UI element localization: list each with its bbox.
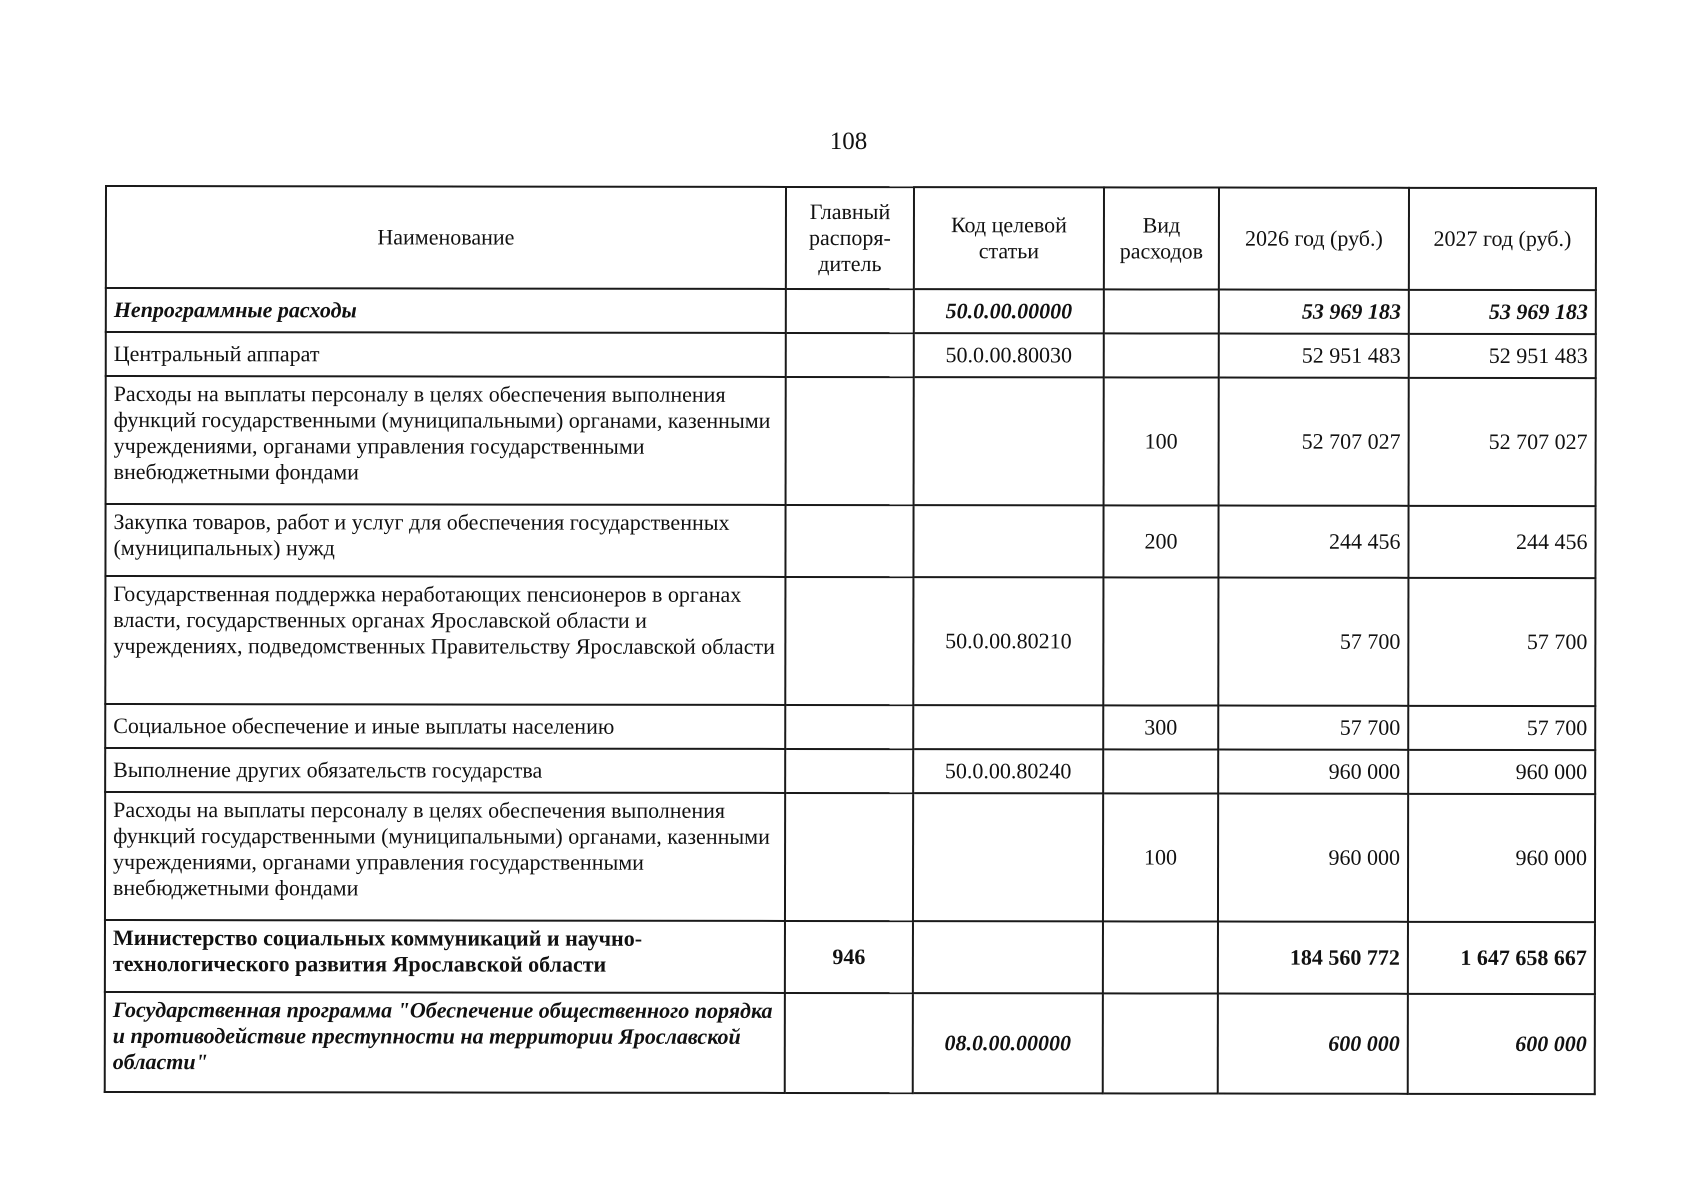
table-row (105, 504, 1595, 578)
row-name: Закупка товаров, работ и услуг для обеспечения государственных (муниципальных) нужд (105, 504, 785, 577)
table-row (105, 576, 1595, 706)
row-manager (786, 289, 914, 333)
header-manager: Главный распоря-дитель (786, 187, 914, 289)
row-manager (785, 705, 913, 749)
row-expense-type (1103, 993, 1218, 1093)
row-manager (786, 333, 914, 377)
row-amount-2026: 184 560 772 (1218, 922, 1408, 994)
table-row (105, 704, 1595, 750)
table-row (106, 376, 1596, 506)
table-row (106, 332, 1596, 378)
row-expense-type (1103, 749, 1218, 793)
row-name: Социальное обеспечение и иные выплаты населению (105, 704, 785, 749)
row-amount-2027: 1 647 658 667 (1408, 922, 1595, 994)
row-expense-type: 100 (1104, 377, 1219, 505)
row-amount-2027: 960 000 (1408, 750, 1595, 794)
table-row (105, 792, 1595, 922)
row-amount-2026: 600 000 (1218, 994, 1408, 1094)
row-amount-2027: 244 456 (1408, 506, 1595, 578)
budget-table (104, 185, 1597, 1095)
row-name: Расходы на выплаты персоналу в целях обеспечения выполнения функций государственными (муниципальными) органами, казенными учреждениями, органами управления государственными внебюджетными фондами (105, 792, 785, 921)
page-number: 108 (829, 128, 868, 155)
row-target-code (913, 793, 1103, 921)
row-name: Министерство социальных коммуникаций и научно-технологического развития Ярославской области (105, 920, 785, 993)
row-amount-2027: 960 000 (1408, 794, 1595, 922)
row-name: Государственная поддержка неработающих пенсионеров в органах власти, государственных органах Ярославской области и учреждениях, подведомственных Правительству Ярославской области (105, 576, 785, 705)
header-year-2026: 2026 год (руб.) (1219, 188, 1409, 290)
table-row (105, 992, 1595, 1094)
row-amount-2026: 960 000 (1218, 750, 1408, 794)
header-name: Наименование (106, 186, 786, 289)
row-expense-type (1103, 577, 1218, 705)
row-manager (785, 793, 913, 921)
row-manager (785, 505, 913, 577)
row-amount-2027: 53 969 183 (1409, 290, 1596, 334)
row-amount-2026: 244 456 (1218, 506, 1408, 578)
row-amount-2026: 52 707 027 (1219, 378, 1409, 506)
row-amount-2027: 52 951 483 (1409, 334, 1596, 378)
table-row (106, 288, 1596, 334)
row-amount-2027: 600 000 (1408, 994, 1595, 1094)
row-amount-2027: 57 700 (1408, 706, 1595, 750)
row-amount-2026: 57 700 (1218, 578, 1408, 706)
header-target-code: Код целевой статьи (914, 187, 1104, 289)
row-target-code: 08.0.00.00000 (913, 993, 1103, 1093)
row-expense-type: 200 (1103, 505, 1218, 577)
header-year-2027: 2027 год (руб.) (1409, 188, 1596, 290)
row-target-code: 50.0.00.80030 (914, 333, 1104, 377)
row-name: Центральный аппарат (106, 332, 786, 377)
row-expense-type (1104, 289, 1219, 333)
table-header-row (106, 186, 1596, 290)
table-row (105, 920, 1595, 994)
row-manager (785, 749, 913, 793)
row-amount-2026: 960 000 (1218, 794, 1408, 922)
row-target-code: 50.0.00.80210 (913, 577, 1103, 705)
row-name: Государственная программа "Обеспечение общественного порядка и противодействие преступности на территории Ярославской области" (105, 992, 785, 1093)
row-manager: 946 (785, 921, 913, 993)
row-target-code: 50.0.00.00000 (914, 289, 1104, 333)
row-target-code (914, 377, 1104, 505)
row-target-code (913, 921, 1103, 993)
row-expense-type (1104, 333, 1219, 377)
row-name: Выполнение других обязательств государства (105, 748, 785, 793)
row-amount-2027: 52 707 027 (1409, 378, 1596, 506)
row-amount-2026: 52 951 483 (1219, 334, 1409, 378)
row-target-code (913, 505, 1103, 577)
table-row (105, 748, 1595, 794)
row-manager (785, 577, 913, 705)
row-expense-type (1103, 921, 1218, 993)
row-expense-type: 100 (1103, 793, 1218, 921)
row-expense-type: 300 (1103, 705, 1218, 749)
row-target-code: 50.0.00.80240 (913, 749, 1103, 793)
header-expense-type: Вид расходов (1104, 187, 1219, 289)
row-manager (786, 377, 914, 505)
row-amount-2026: 53 969 183 (1219, 290, 1409, 334)
row-amount-2026: 57 700 (1218, 706, 1408, 750)
row-name: Расходы на выплаты персоналу в целях обеспечения выполнения функций государственными (муниципальными) органами, казенными учреждениями, органами управления государственными внебюджетными фондами (106, 376, 786, 505)
row-amount-2027: 57 700 (1408, 578, 1595, 706)
row-target-code (913, 705, 1103, 749)
row-manager (785, 993, 913, 1093)
row-name: Непрограммные расходы (106, 288, 786, 333)
